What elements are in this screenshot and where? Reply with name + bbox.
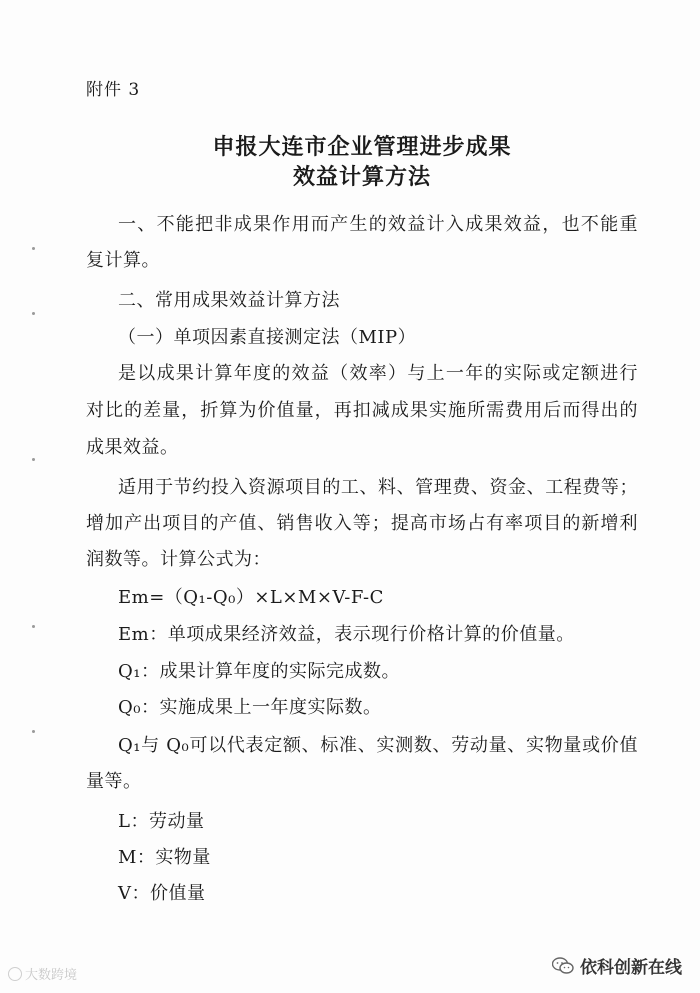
scan-speck: [32, 458, 35, 461]
formula: Em=（Q₁-Q₀）×L×M×V-F-C: [118, 587, 384, 608]
section-heading: 二、常用成果效益计算方法: [118, 290, 340, 311]
wechat-icon: [552, 957, 574, 975]
scan-speck: [32, 312, 35, 315]
subsection-heading: （一）单项因素直接测定法（MIP）: [118, 327, 417, 348]
definition-v: V：价值量: [118, 883, 206, 904]
scan-speck: [32, 625, 35, 628]
paragraph-line: 对比的差量，折算为价值量，再扣减成果实施所需费用后而得出的: [86, 400, 638, 421]
watermark-right-text: 依科创新在线: [580, 958, 682, 978]
paragraph-line: 量等。: [86, 771, 142, 792]
paragraph-line: 成果效益。: [86, 437, 179, 458]
definition-em: Em：单项成果经济效益，表示现行价格计算的价值量。: [118, 624, 575, 645]
paragraph-line: 适用于节约投入资源项目的工、料、管理费、资金、工程费等；: [118, 477, 638, 498]
document-title-line2: 效益计算方法: [292, 164, 431, 190]
paragraph-line: Q₁与 Q₀可以代表定额、标准、实测数、劳动量、实物量或价值: [118, 735, 638, 756]
paragraph-line: 是以成果计算年度的效益（效率）与上一年的实际或定额进行: [118, 363, 638, 384]
circle-logo-icon: [8, 967, 22, 981]
document-title-line1: 申报大连市企业管理进步成果: [212, 134, 512, 160]
source-watermark-left: [8, 964, 77, 983]
scan-speck: [32, 730, 35, 733]
definition-q1: Q₁：成果计算年度的实际完成数。: [118, 661, 400, 682]
attachment-label: 附件 3: [86, 80, 141, 100]
paragraph-line: 增加产出项目的产值、销售收入等；提高市场占有率项目的新增利: [86, 513, 638, 534]
paragraph-line: 一、不能把非成果作用而产生的效益计入成果效益，也不能重: [118, 214, 638, 235]
scan-speck: [32, 247, 35, 250]
paragraph-line: 润数等。计算公式为：: [86, 549, 271, 570]
source-watermark-right: [552, 953, 682, 978]
definition-l: L：劳动量: [118, 811, 205, 832]
definition-q0: Q₀：实施成果上一年度实际数。: [118, 697, 382, 718]
watermark-left-text: 大数跨境: [25, 968, 78, 983]
definition-m: M：实物量: [118, 847, 211, 868]
paragraph-line: 复计算。: [86, 250, 160, 271]
